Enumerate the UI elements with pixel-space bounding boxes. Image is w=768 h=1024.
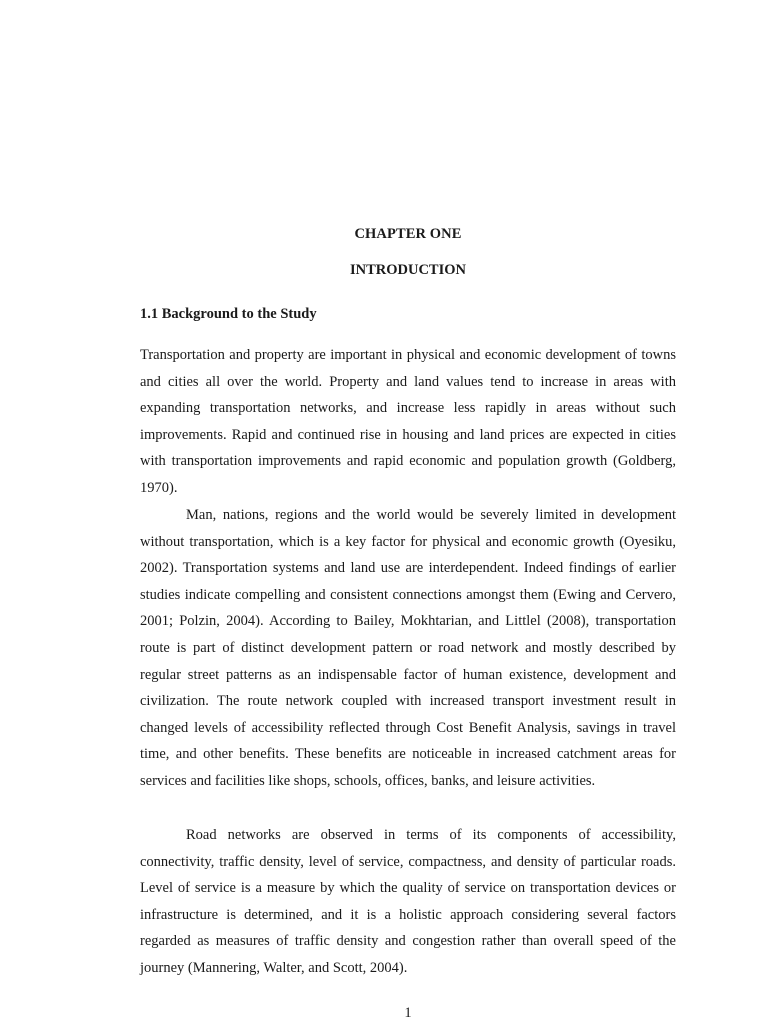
paragraph [140, 822, 676, 982]
paragraph-text: Transportation and property are important in physical and economic development of towns and cities all over the world. Property and land values tend to increase in areas with expanding transportation networks, and increase less rapidly in areas without such improvements. Rapid and continued rise in housing and land prices are expected in cities with transportation improvements and rapid economic and population growth (Goldberg, 1970). [140, 347, 676, 496]
paragraph-text: Road networks are observed in terms of its components of accessibility, connectivity, traffic density, level of service, compactness, and density of particular roads. Level of service is a measure by which the quality of service on transportation devices or infrastructure is determined, and it is a holistic approach considering several factors regarded as measures of traffic density and congestion rather than overall speed of the journey (Mannering, Walter, and Scott, 2004). [140, 827, 676, 976]
paragraph-text: Man, nations, regions and the world would be severely limited in development without transportation, which is a key factor for physical and economic growth (Oyesiku, 2002). Transportation systems and land use are interdependent. Indeed findings of earlier studies indicate compelling and consistent connections amongst them (Ewing and Cervero, 2001; Polzin, 2004). According to Bailey, Mokhtarian, and Littlel (2008), transportation route is part of distinct development pattern or road network and mostly described by regular street patterns as an indispensable factor of human existence, development and civilization. The route network coupled with increased transport investment result in changed levels of accessibility reflected through Cost Benefit Analysis, savings in travel time, and other benefits. These benefits are noticeable in increased catchment areas for services and facilities like shops, schools, offices, banks, and leisure activities. [140, 507, 676, 789]
page-number: 1 [404, 1005, 412, 1021]
chapter-label: CHAPTER ONE [354, 226, 462, 242]
section-heading: 1.1 Background to the Study [140, 306, 317, 322]
paragraph [140, 502, 676, 795]
chapter-title: INTRODUCTION [349, 262, 466, 278]
paragraph [140, 342, 676, 502]
